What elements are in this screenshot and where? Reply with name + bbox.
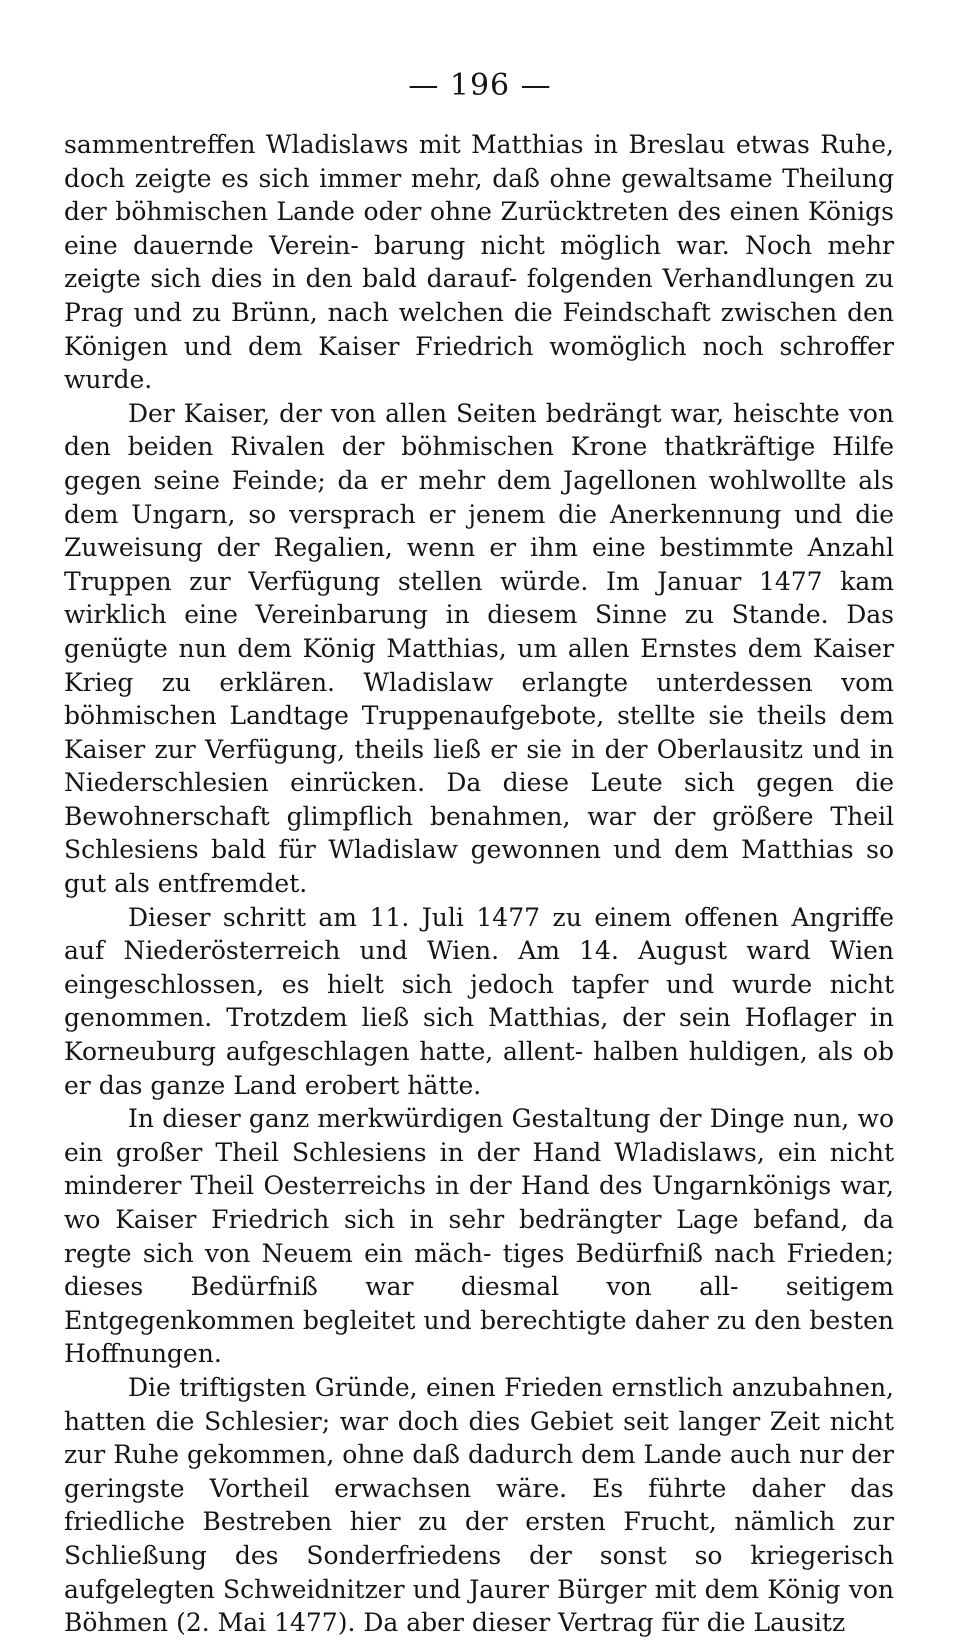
paragraph-1: sammentreffen Wladislaws mit Matthias in Breslau etwas Ruhe, doch zeigte es sich immer mehr, daß ohne gewaltsame Theilung der böhmischen Lande oder ohne Zurücktreten des einen Königs eine dauernde Verein- barung nicht möglich war. Noch mehr zeigte sich dies in den bald darauf- folgenden Verhandlungen zu Prag und zu Brünn, nach welchen die Feindschaft zwischen den Königen und dem Kaiser Friedrich womöglich noch schroffer wurde.	[64, 130, 894, 395]
paragraph-3: Dieser schritt am 11. Juli 1477 zu einem offenen Angriffe auf Niederösterreich und Wien. Am 14. August ward Wien eingeschlossen, es hielt sich jedoch tapfer und wurde nicht genommen. Trotzdem ließ sich Matthias, der sein Hoflager in Korneuburg aufgeschlagen hatte, allent- halben huldigen, als ob er das ganze Land erobert hätte.	[64, 902, 894, 1100]
body-text	[64, 128, 894, 1640]
paragraph-4: In dieser ganz merkwürdigen Gestaltung der Dinge nun, wo ein großer Theil Schlesiens in der Hand Wladislaws, ein nicht minderer Theil Oesterreichs in der Hand des Ungarnkönigs war, wo Kaiser Friedrich sich in sehr bedrängter Lage befand, da regte sich von Neuem ein mäch- tiges Bedürfniß nach Frieden; dieses Bedürfniß war diesmal von all- seitigem Entgegenkommen begleitet und berechtigte daher zu den besten Hoffnungen.	[64, 1104, 894, 1369]
page-number: — 196 —	[408, 68, 552, 103]
paragraph-2: Der Kaiser, der von allen Seiten bedrängt war, heischte von den beiden Rivalen der böhmischen Krone thatkräftige Hilfe gegen seine Feinde; da er mehr dem Jagellonen wohlwollte als dem Ungarn, so versprach er jenem die Anerkennung und die Zuweisung der Regalien, wenn er ihm eine bestimmte Anzahl Truppen zur Verfügung stellen würde. Im Januar 1477 kam wirklich eine Vereinbarung in diesem Sinne zu Stande. Das genügte nun dem König Matthias, um allen Ernstes dem Kaiser Krieg zu erklären. Wladislaw erlangte unterdessen vom böhmischen Landtage Truppenaufgebote, stellte sie theils dem Kaiser zur Verfügung, theils ließ er sie in der Oberlausitz und in Niederschlesien einrücken. Da diese Leute sich gegen die Bewohnerschaft glimpflich benahmen, war der größere Theil Schlesiens bald für Wladislaw gewonnen und dem Matthias so gut als entfremdet.	[64, 398, 894, 899]
paragraph-5: Die triftigsten Gründe, einen Frieden ernstlich anzubahnen, hatten die Schlesier; war doch dies Gebiet seit langer Zeit nicht zur Ruhe gekommen, ohne daß dadurch dem Lande auch nur der geringste Vortheil erwachsen wäre. Es führte daher das friedliche Bestreben hier zu der ersten Frucht, nämlich zur Schließung des Sonderfriedens der sonst so kriegerisch aufgelegten Schweidnitzer und Jaurer Bürger mit dem König von Böhmen (2. Mai 1477). Da aber dieser Vertrag für die Lausitz	[64, 1372, 894, 1638]
